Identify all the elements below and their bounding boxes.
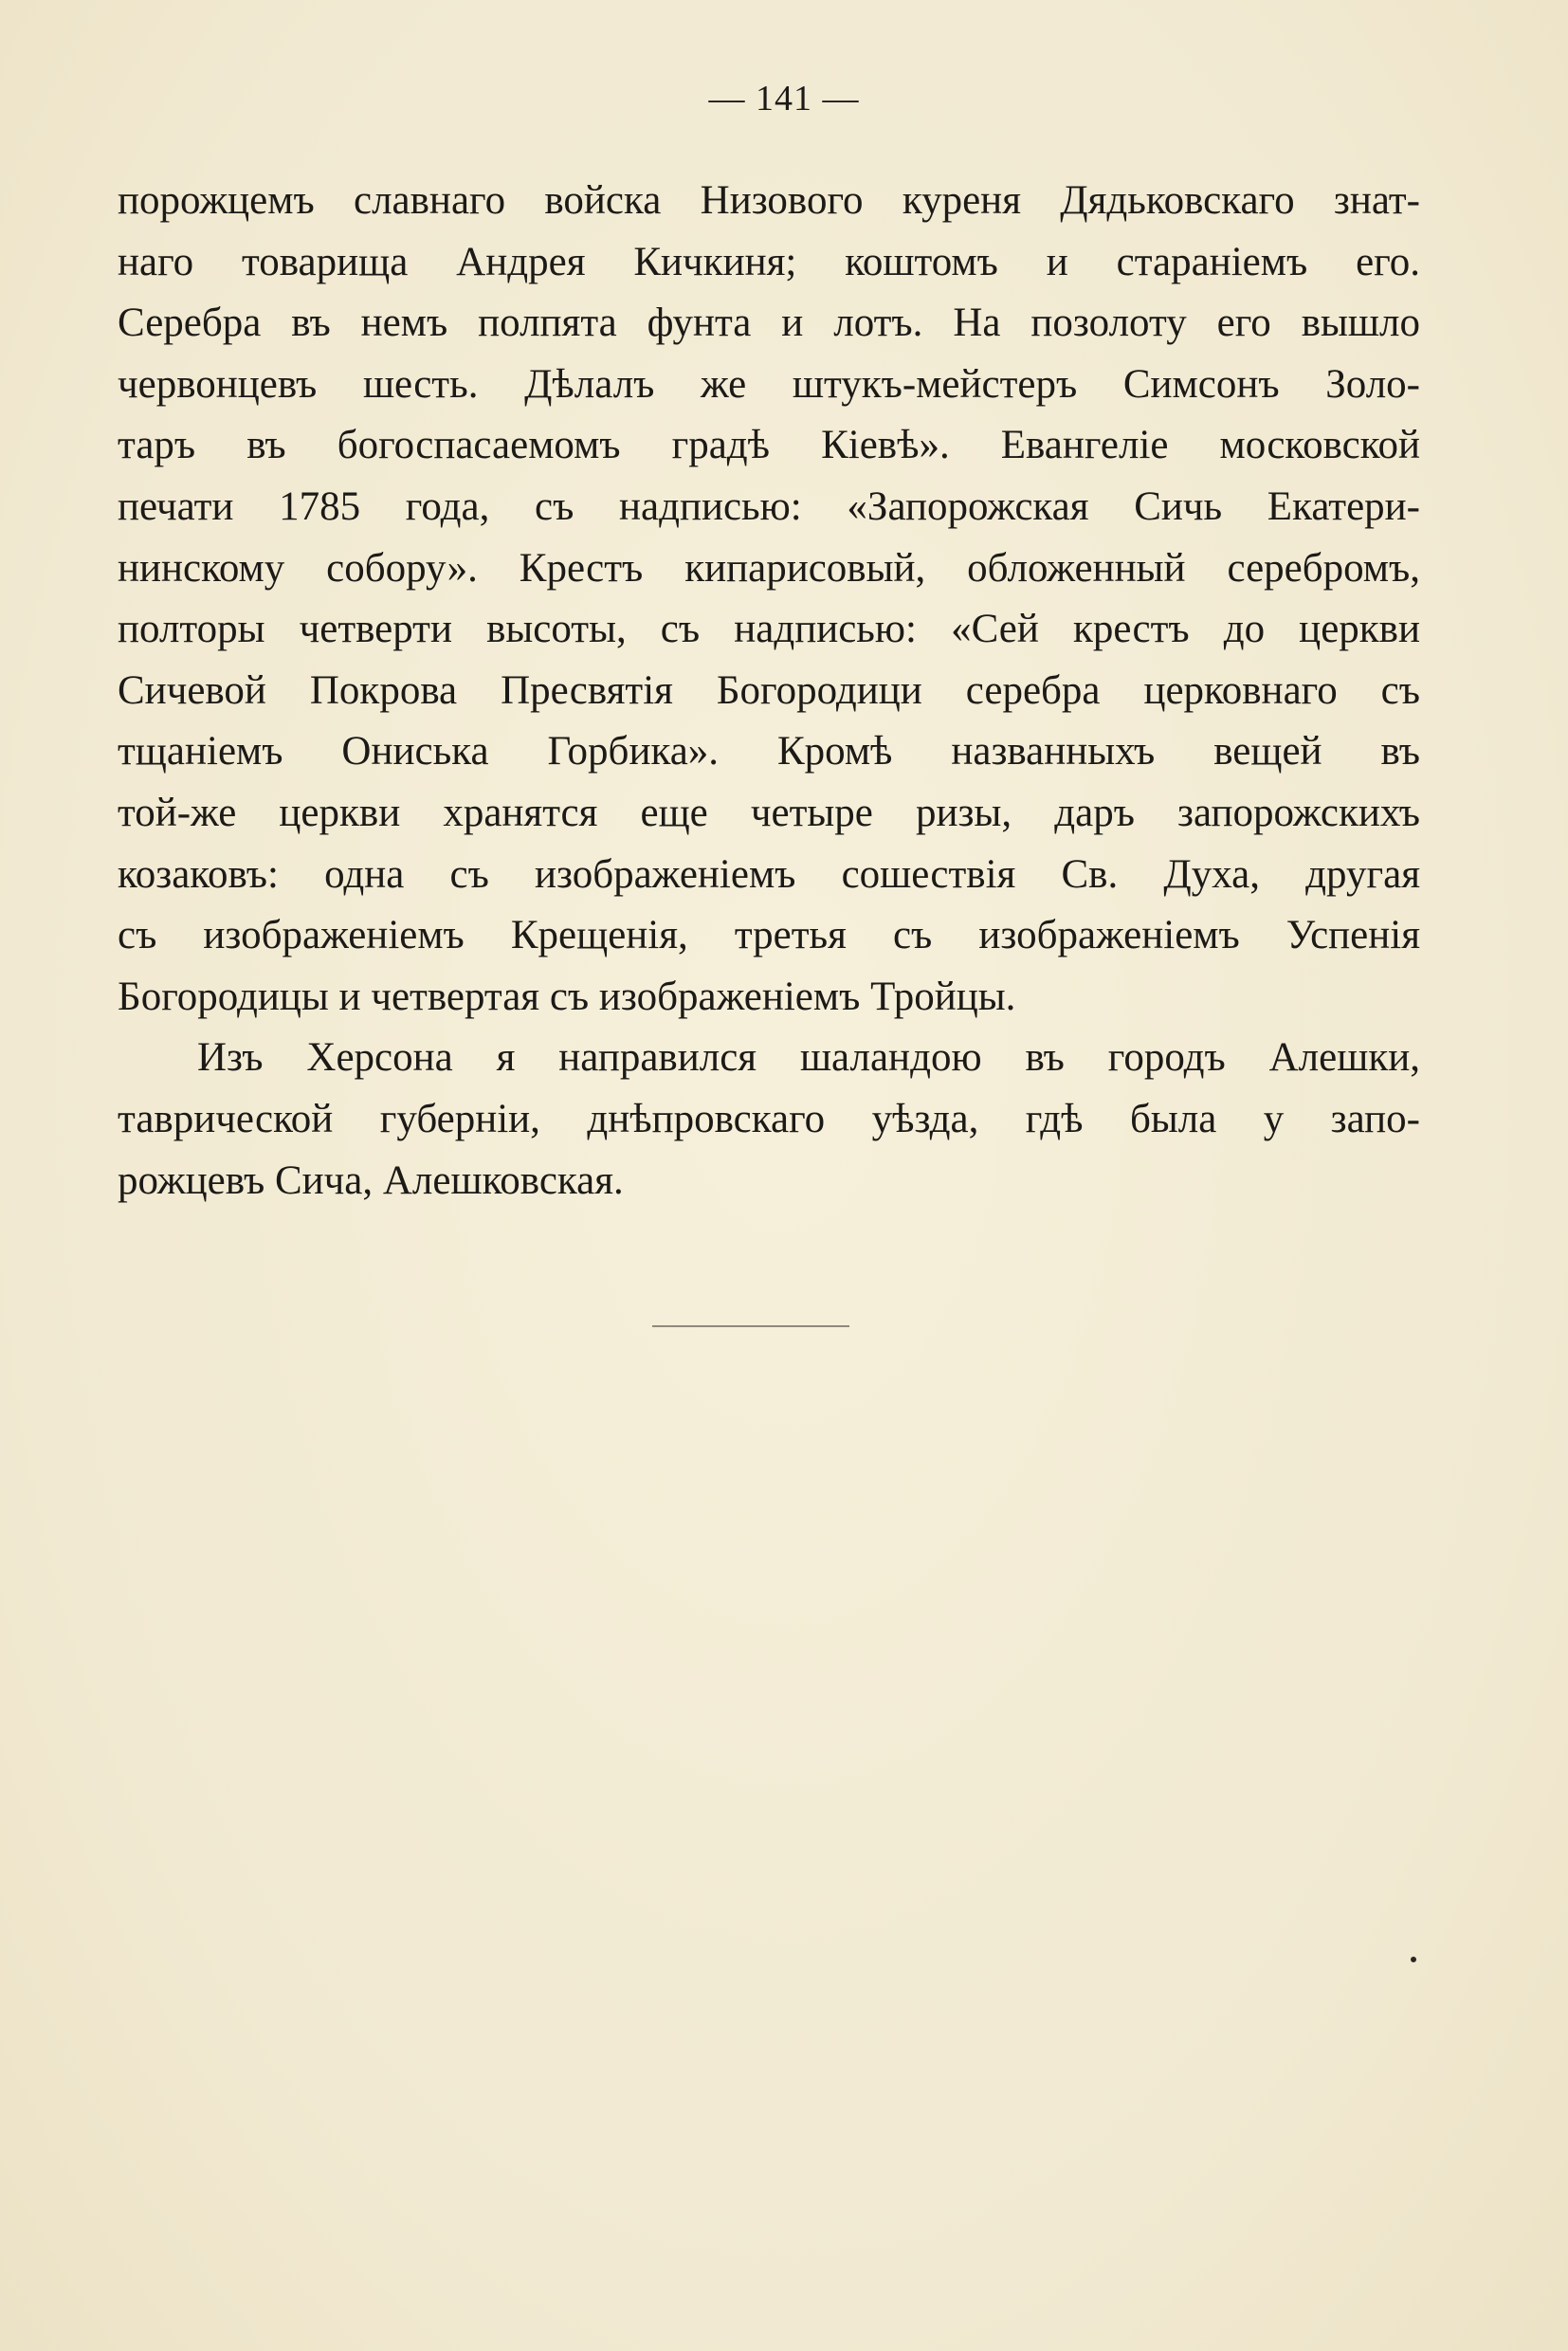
page-number: — 141 — xyxy=(708,79,860,118)
text-line: Изъ Херсона я направился шаландою въ городъ Алешки, xyxy=(197,1035,1420,1081)
text-line: печати 1785 года, съ надписью: «Запорожская Сичь Екатери- xyxy=(118,483,1420,529)
text-line: нинскому собору». Крестъ кипарисовый, обложенный серебромъ, xyxy=(118,545,1420,591)
text-line: наго товарища Андрея Кичкиня; коштомъ и стараніемъ его. xyxy=(118,239,1420,284)
text-line: рожцевъ Сича, Алешковская. xyxy=(118,1157,624,1203)
text-line: съ изображеніемъ Крещенія, третья съ изображеніемъ Успенія xyxy=(118,913,1420,958)
text-line: Серебра въ немъ полпята фунта и лотъ. На позолоту его вышло xyxy=(118,301,1420,346)
text-line: червонцевъ шесть. Дѣлалъ же штукъ-мейстеръ Симсонъ Золо- xyxy=(118,361,1420,407)
text-line: той-же церкви хранятся еще четыре ризы, даръ запорожскихъ xyxy=(118,790,1420,835)
text-line: Богородицы и четвертая съ изображеніемъ Тройцы. xyxy=(118,974,1016,1019)
section-divider-rule xyxy=(652,1325,849,1327)
text-line: полторы четверти высоты, съ надписью: «Сей крестъ до церкви xyxy=(118,607,1420,652)
text-line: порожцемъ славнаго войска Низового куреня Дядьковскаго знат- xyxy=(118,178,1420,223)
text-line: козаковъ: одна съ изображеніемъ сошествія Св. Духа, другая xyxy=(118,851,1420,897)
text-line: тщаніемъ Ониська Горбика». Кромѣ названныхъ вещей въ xyxy=(118,729,1420,775)
body-text xyxy=(118,171,1420,1212)
text-line: таврической губерніи, днѣпровскаго уѣзда, гдѣ была у запо- xyxy=(118,1096,1420,1141)
text-line: Сичевой Покрова Пресвятія Богородици серебра церковнаго съ xyxy=(118,667,1420,713)
text-line: таръ въ богоспасаемомъ градѣ Кіевѣ». Евангеліе московской xyxy=(118,423,1420,468)
ink-speck xyxy=(1411,1957,1416,1962)
